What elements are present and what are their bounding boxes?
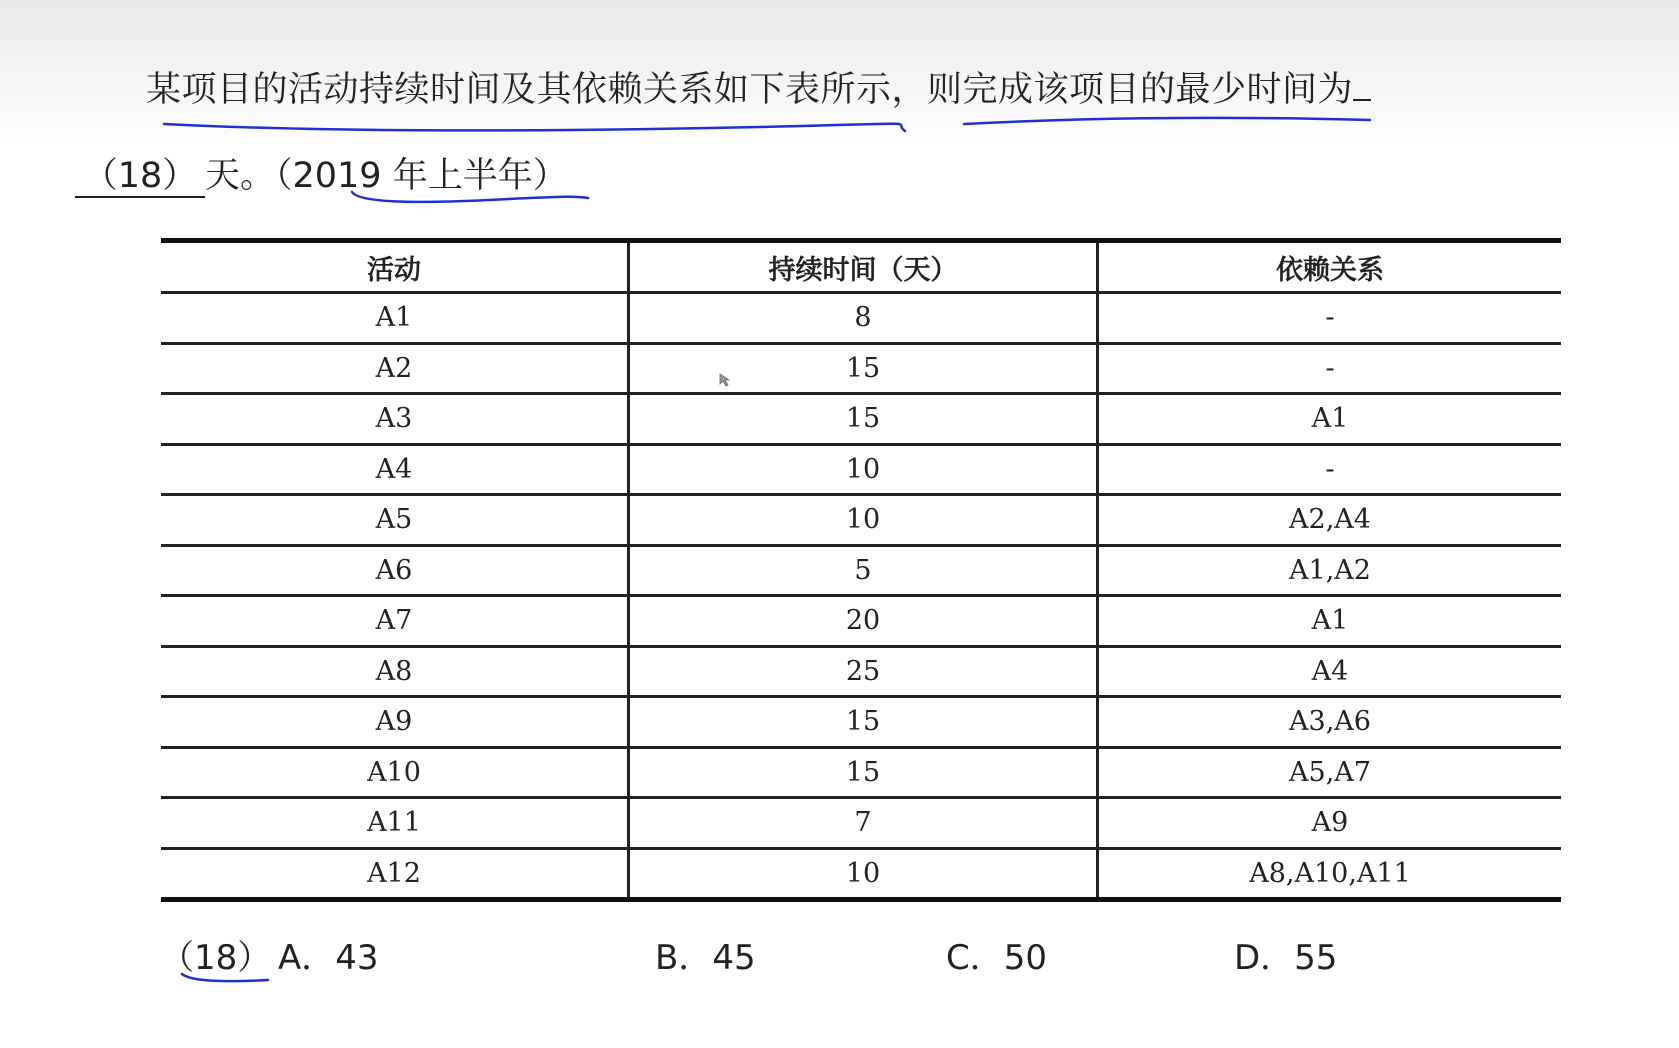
activity-table	[161, 238, 1561, 902]
question-blank-number: （18）	[75, 156, 205, 198]
header-activity: 活动	[161, 241, 629, 293]
cell-duration: 10	[629, 848, 1098, 900]
cell-dependency: -	[1098, 343, 1562, 394]
table-row	[161, 444, 1561, 495]
cell-dependency: -	[1098, 444, 1562, 495]
cell-dependency: -	[1098, 293, 1562, 344]
activity-table-wrap	[161, 238, 1561, 902]
table-row	[161, 394, 1561, 445]
cell-dependency: A5,A7	[1098, 747, 1562, 798]
cell-dependency: A1	[1098, 596, 1562, 647]
cell-activity: A7	[161, 596, 629, 647]
option-question-number: （18）	[160, 938, 272, 978]
option-a: A．43	[278, 938, 379, 978]
cell-activity: A5	[161, 495, 629, 546]
cell-activity: A9	[161, 697, 629, 748]
table-row	[161, 293, 1561, 344]
cell-activity: A6	[161, 545, 629, 596]
cell-dependency: A3,A6	[1098, 697, 1562, 748]
cell-activity: A3	[161, 394, 629, 445]
question-line-2	[75, 148, 568, 198]
cell-dependency: A1,A2	[1098, 545, 1562, 596]
cell-dependency: A4	[1098, 646, 1562, 697]
table-body	[161, 293, 1561, 900]
table-row	[161, 596, 1561, 647]
answer-options	[160, 930, 1560, 980]
cell-activity: A12	[161, 848, 629, 900]
question-text: 某项目的活动持续时间及其依赖关系如下表所示，则完成该项目的最少时间为	[146, 70, 1354, 110]
cell-duration: 25	[629, 646, 1098, 697]
cell-duration: 10	[629, 495, 1098, 546]
question-line-1	[146, 62, 1371, 112]
option-d: D．55	[1234, 938, 1338, 978]
cell-dependency: A8,A10,A11	[1098, 848, 1562, 900]
header-dependency: 依赖关系	[1098, 241, 1562, 293]
cell-duration: 15	[629, 747, 1098, 798]
blank-tail	[1353, 69, 1371, 101]
option-b: B．45	[655, 938, 756, 978]
cell-duration: 20	[629, 596, 1098, 647]
cell-activity: A11	[161, 798, 629, 849]
cell-activity: A1	[161, 293, 629, 344]
cell-activity: A10	[161, 747, 629, 798]
table-row	[161, 747, 1561, 798]
cell-duration: 15	[629, 343, 1098, 394]
option-c: C．50	[946, 938, 1048, 978]
table-row	[161, 848, 1561, 900]
cell-activity: A4	[161, 444, 629, 495]
cell-duration: 15	[629, 697, 1098, 748]
table-row	[161, 697, 1561, 748]
cell-dependency: A1	[1098, 394, 1562, 445]
cell-duration: 7	[629, 798, 1098, 849]
table-row	[161, 545, 1561, 596]
cell-duration: 10	[629, 444, 1098, 495]
table-row	[161, 646, 1561, 697]
cell-dependency: A2,A4	[1098, 495, 1562, 546]
table-row	[161, 343, 1561, 394]
table-row	[161, 495, 1561, 546]
cell-dependency: A9	[1098, 798, 1562, 849]
cell-activity: A2	[161, 343, 629, 394]
question-suffix: 天。（2019 年上半年）	[205, 156, 568, 196]
table-header-row	[161, 241, 1561, 293]
cell-duration: 5	[629, 545, 1098, 596]
header-duration: 持续时间（天）	[629, 241, 1098, 293]
table-row	[161, 798, 1561, 849]
cell-activity: A8	[161, 646, 629, 697]
cell-duration: 15	[629, 394, 1098, 445]
cell-duration: 8	[629, 293, 1098, 344]
